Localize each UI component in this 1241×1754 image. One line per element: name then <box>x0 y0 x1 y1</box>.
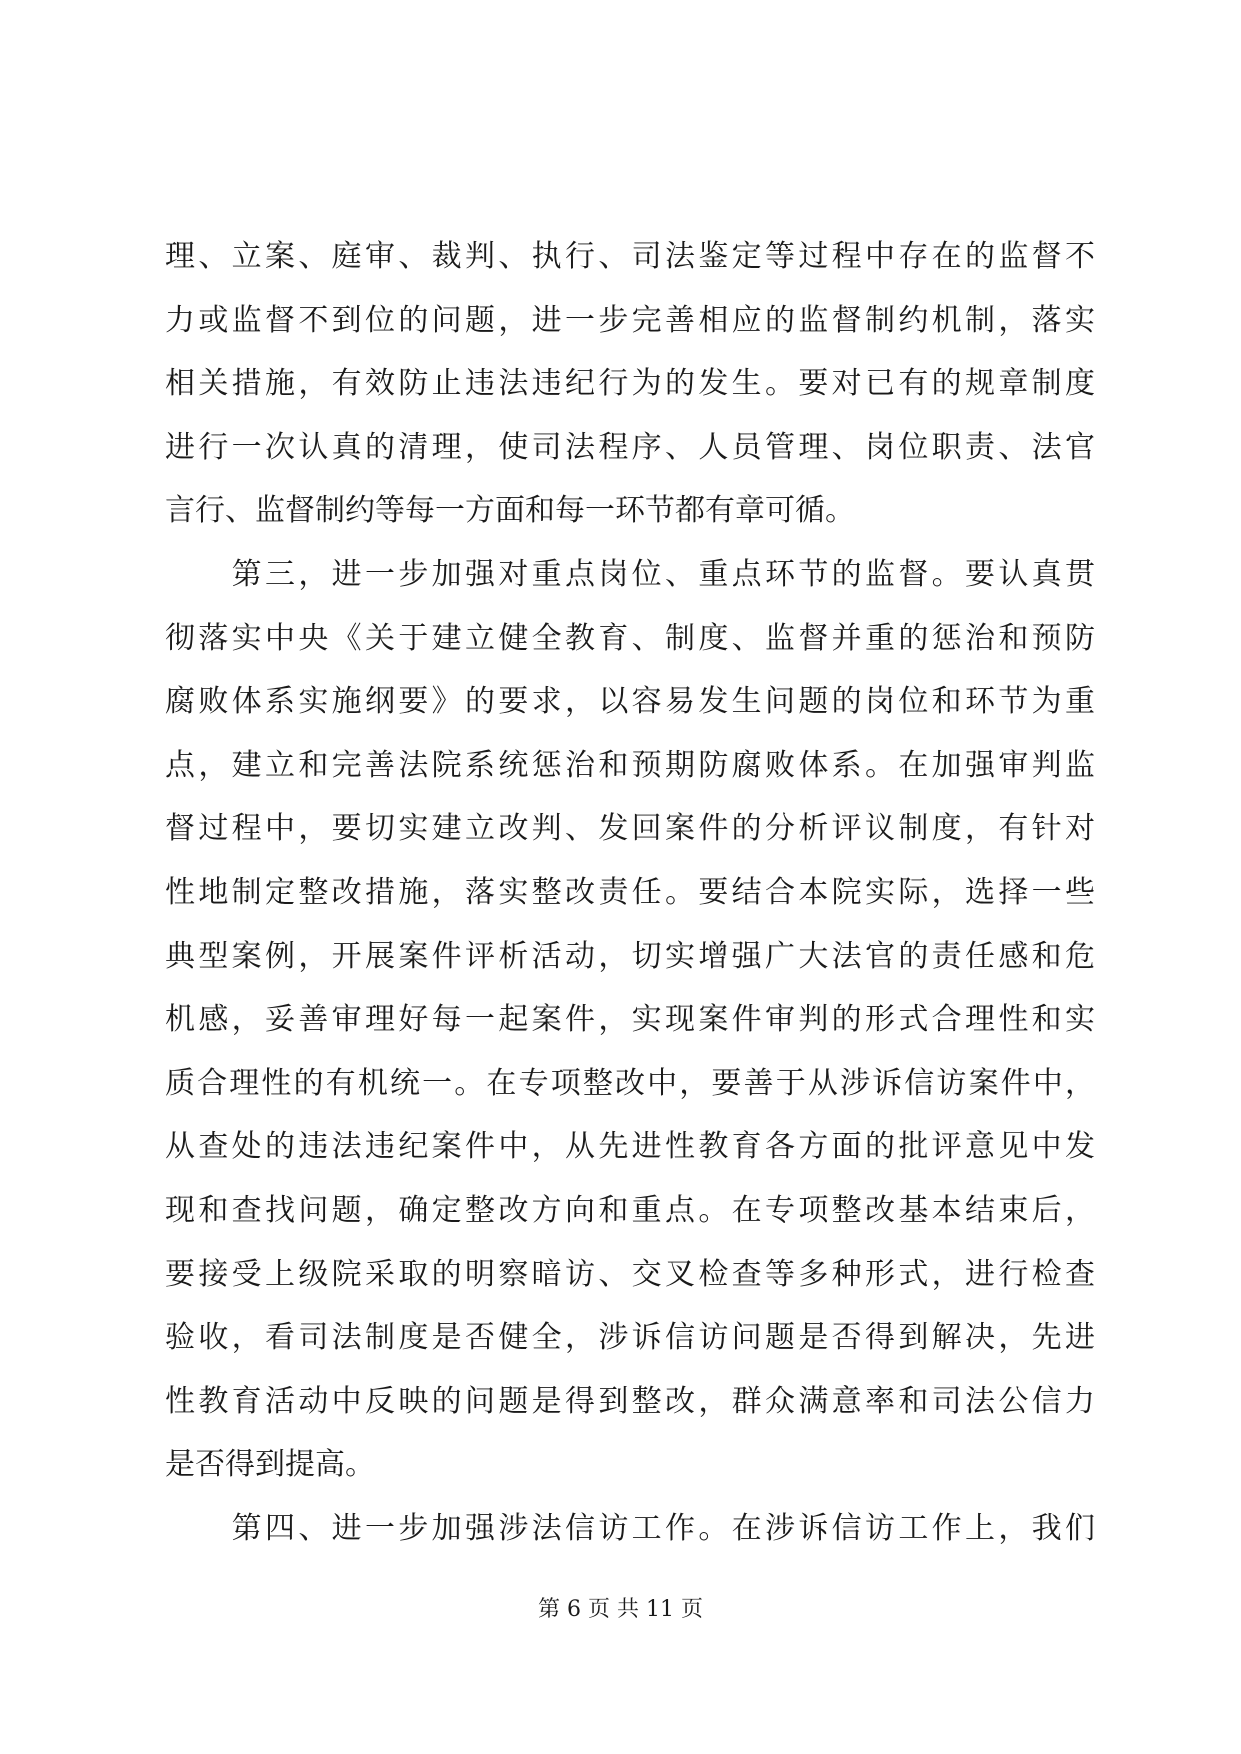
text-line: 相关措施，有效防止违法违纪行为的发生。要对已有的规章制度 <box>165 366 1095 402</box>
text-line: 从查处的违法违纪案件中，从先进性教育各方面的批评意见中发 <box>165 1129 1095 1165</box>
text-line: 要接受上级院采取的明察暗访、交叉检查等多种形式，进行检查 <box>165 1256 1095 1292</box>
text-line: 是否得到提高。 <box>165 1447 375 1483</box>
text-line: 第四、进一步加强涉法信访工作。在涉诉信访工作上，我们 <box>165 1510 1095 1546</box>
text-line: 进行一次认真的清理，使司法程序、人员管理、岗位职责、法官 <box>165 429 1095 465</box>
text-line: 理、立案、庭审、裁判、执行、司法鉴定等过程中存在的监督不 <box>165 239 1095 274</box>
text-line: 性教育活动中反映的问题是得到整改，群众满意率和司法公信力 <box>165 1383 1095 1419</box>
text-line: 机感，妥善审理好每一起案件，实现案件审判的形式合理性和实 <box>165 1002 1095 1038</box>
text-line: 力或监督不到位的问题，进一步完善相应的监督制约机制，落实 <box>165 302 1095 338</box>
text-line: 质合理性的有机统一。在专项整改中，要善于从涉诉信访案件中， <box>165 1065 1095 1101</box>
body-text <box>165 225 1095 1560</box>
text-line: 彻落实中央《关于建立健全教育、制度、监督并重的惩治和预防 <box>165 620 1095 656</box>
text-line: 现和查找问题，确定整改方向和重点。在专项整改基本结束后， <box>165 1192 1095 1228</box>
text-line: 督过程中，要切实建立改判、发回案件的分析评议制度，有针对 <box>165 811 1095 847</box>
text-line: 性地制定整改措施，落实整改责任。要结合本院实际，选择一些 <box>165 874 1095 910</box>
text-line: 点，建立和完善法院系统惩治和预期防腐败体系。在加强审判监 <box>165 747 1095 783</box>
page-number-footer: 第 6 页 共 11 页 <box>538 1597 703 1622</box>
text-line: 腐败体系实施纲要》的要求，以容易发生问题的岗位和环节为重 <box>165 684 1095 720</box>
text-line: 典型案例，开展案件评析活动，切实增强广大法官的责任感和危 <box>165 938 1095 974</box>
text-line: 言行、监督制约等每一方面和每一环节都有章可循。 <box>165 493 855 529</box>
text-line: 第三，进一步加强对重点岗位、重点环节的监督。要认真贯 <box>165 556 1095 592</box>
text-line: 验收，看司法制度是否健全，涉诉信访问题是否得到解决，先进 <box>165 1320 1095 1356</box>
